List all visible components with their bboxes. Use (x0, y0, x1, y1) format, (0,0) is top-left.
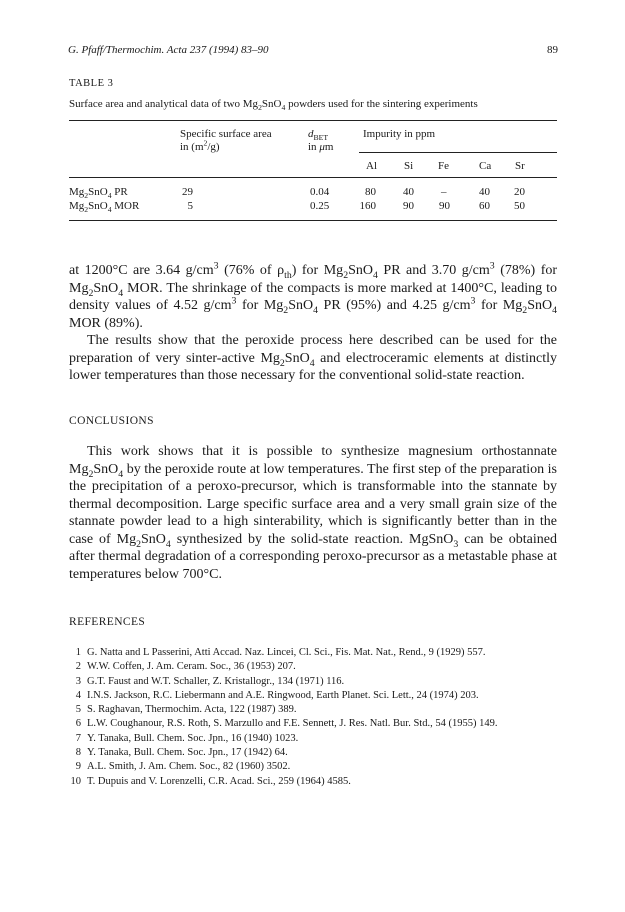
reference-item: 3 G.T. Faust and W.T. Schaller, Z. Kristallogr., 134 (1971) 116. (75, 675, 345, 687)
reference-item: 5 S. Raghavan, Thermochim. Acta, 122 (1987) 389. (75, 704, 297, 716)
row-1-si: 40 (403, 186, 414, 198)
reference-item: 10 T. Dupuis and V. Lorenzelli, C.R. Acad. Sci., 259 (1964) 4585. (70, 775, 351, 787)
row-2-name: $Mg_2SnO_4$ MOR (69, 200, 140, 215)
table-bottom-rule (69, 220, 557, 221)
row-1-sr: 20 (514, 186, 525, 198)
reference-item: 2 W.W. Coffen, J. Am. Ceram. Soc., 36 (1953) 207. (75, 661, 296, 673)
table-label: TABLE 3 (69, 78, 114, 89)
row-2-al: 160 (359, 200, 376, 212)
page-number: 89 (547, 44, 558, 56)
reference-list (69, 646, 559, 789)
row-1-al: 80 (365, 186, 376, 198)
row-1-name: $Mg_2SnO_4$ PR (69, 186, 128, 201)
reference-item: 8 Y. Tanaka, Bull. Chem. Soc. Jpn., 17 (1942) 64. (75, 747, 288, 759)
row-2-ca: 60 (479, 200, 490, 212)
row-1-ca: 40 (479, 186, 490, 198)
paragraph-conclusions: This work shows that it is possible to synthesize magnesium orthostannate $Mg_2SnO_4$ by the peroxide route at low temperatures. The first step of the preparation is the precipitation of a peroxo-precursor, which is transformable into the stannate by thermal decomposition. Large specific surface area and a very small grain size of the stannate powder lead to a high sinterability, which is significantly better than in the case of $Mg_2SnO_4$ synthesized by the solid-state reaction. MgSnO$_3$ can be obtained after thermal degradation of a corresponding peroxo-precursor as a metastable phase at temperatures below 700°C. (69, 444, 557, 582)
header-element-ca: Ca (479, 160, 492, 172)
journal-citation: G. Pfaff/Thermochim. Acta 237 (1994) 83–90 (68, 44, 269, 56)
header-impurity: Impurity in ppm (363, 128, 436, 140)
table-header-rule (69, 177, 557, 178)
header-element-al: Al (366, 160, 377, 172)
conclusions-text (69, 443, 557, 583)
row-2-fe: 90 (439, 200, 450, 212)
results-text (69, 262, 557, 385)
row-1-surface: 29 (182, 186, 193, 198)
reference-item: 9 A.L. Smith, J. Am. Chem. Soc., 82 (1960) 3502. (75, 761, 291, 773)
references-heading: REFERENCES (69, 616, 146, 628)
row-2-sr: 50 (514, 200, 525, 212)
paragraph-densities: at 1200°C are 3.64 $g/cm^3$ (76% of $\rho_{th}$) for $Mg_2SnO_4$ PR and 3.70 $g/cm^3$ (78%) for $Mg_2SnO_4$ MOR. The shrinkage of the compacts is more marked at 1400°C, leading to density values of 4.52 $g/cm^3$ for $Mg_2SnO_4$ PR (95%) and 4.25 $g/cm^3$ for $Mg_2SnO_4$ MOR (89%). (69, 260, 558, 331)
header-dbet-units: in μm (308, 141, 334, 153)
header-element-sr: Sr (515, 160, 525, 172)
running-head (68, 44, 558, 56)
reference-item: 7 Y. Tanaka, Bull. Chem. Soc. Jpn., 16 (1940) 1023. (75, 732, 299, 744)
header-dbet: $d_{BET}$ (308, 128, 329, 143)
table-top-rule (69, 120, 557, 121)
paragraph-results: The results show that the peroxide process here described can be used for the preparation of very sinter-active $Mg_2SnO_4$ and electroceramic elements at distinctly lower temperatures than those necessary for the conventional solid-state reaction. (69, 333, 557, 383)
reference-item: 1 G. Natta and L Passerini, Atti Accad. Naz. Lincei, Cl. Sci., Fis. Mat. Nat., Rend., 9 (1929) 557. (75, 647, 486, 658)
row-2-si: 90 (403, 200, 414, 212)
row-2-surface: 5 (187, 200, 193, 212)
header-element-si: Si (404, 160, 414, 172)
row-1-dbet: 0.04 (310, 186, 330, 198)
header-surface-units: in $(m^2/g)$ (180, 138, 220, 153)
impurity-header-rule (359, 152, 557, 153)
row-2-dbet: 0.25 (310, 200, 330, 212)
header-surface-area: Specific surface area (180, 128, 272, 140)
table-caption: Surface area and analytical data of two $Mg_2SnO_4$ powders used for the sintering experiments (69, 98, 478, 113)
row-1-fe: – (441, 186, 447, 198)
header-element-fe: Fe (438, 160, 449, 172)
reference-item: 4 I.N.S. Jackson, R.C. Liebermann and A.E. Ringwood, Earth Planet. Sci. Lett., 24 (1974) 203. (75, 689, 479, 701)
reference-item: 6 L.W. Coughanour, R.S. Roth, S. Marzullo and F.E. Sennett, J. Res. Natl. Bur. Std., 54 (1955) 149. (75, 718, 498, 730)
conclusions-heading: CONCLUSIONS (69, 415, 154, 427)
